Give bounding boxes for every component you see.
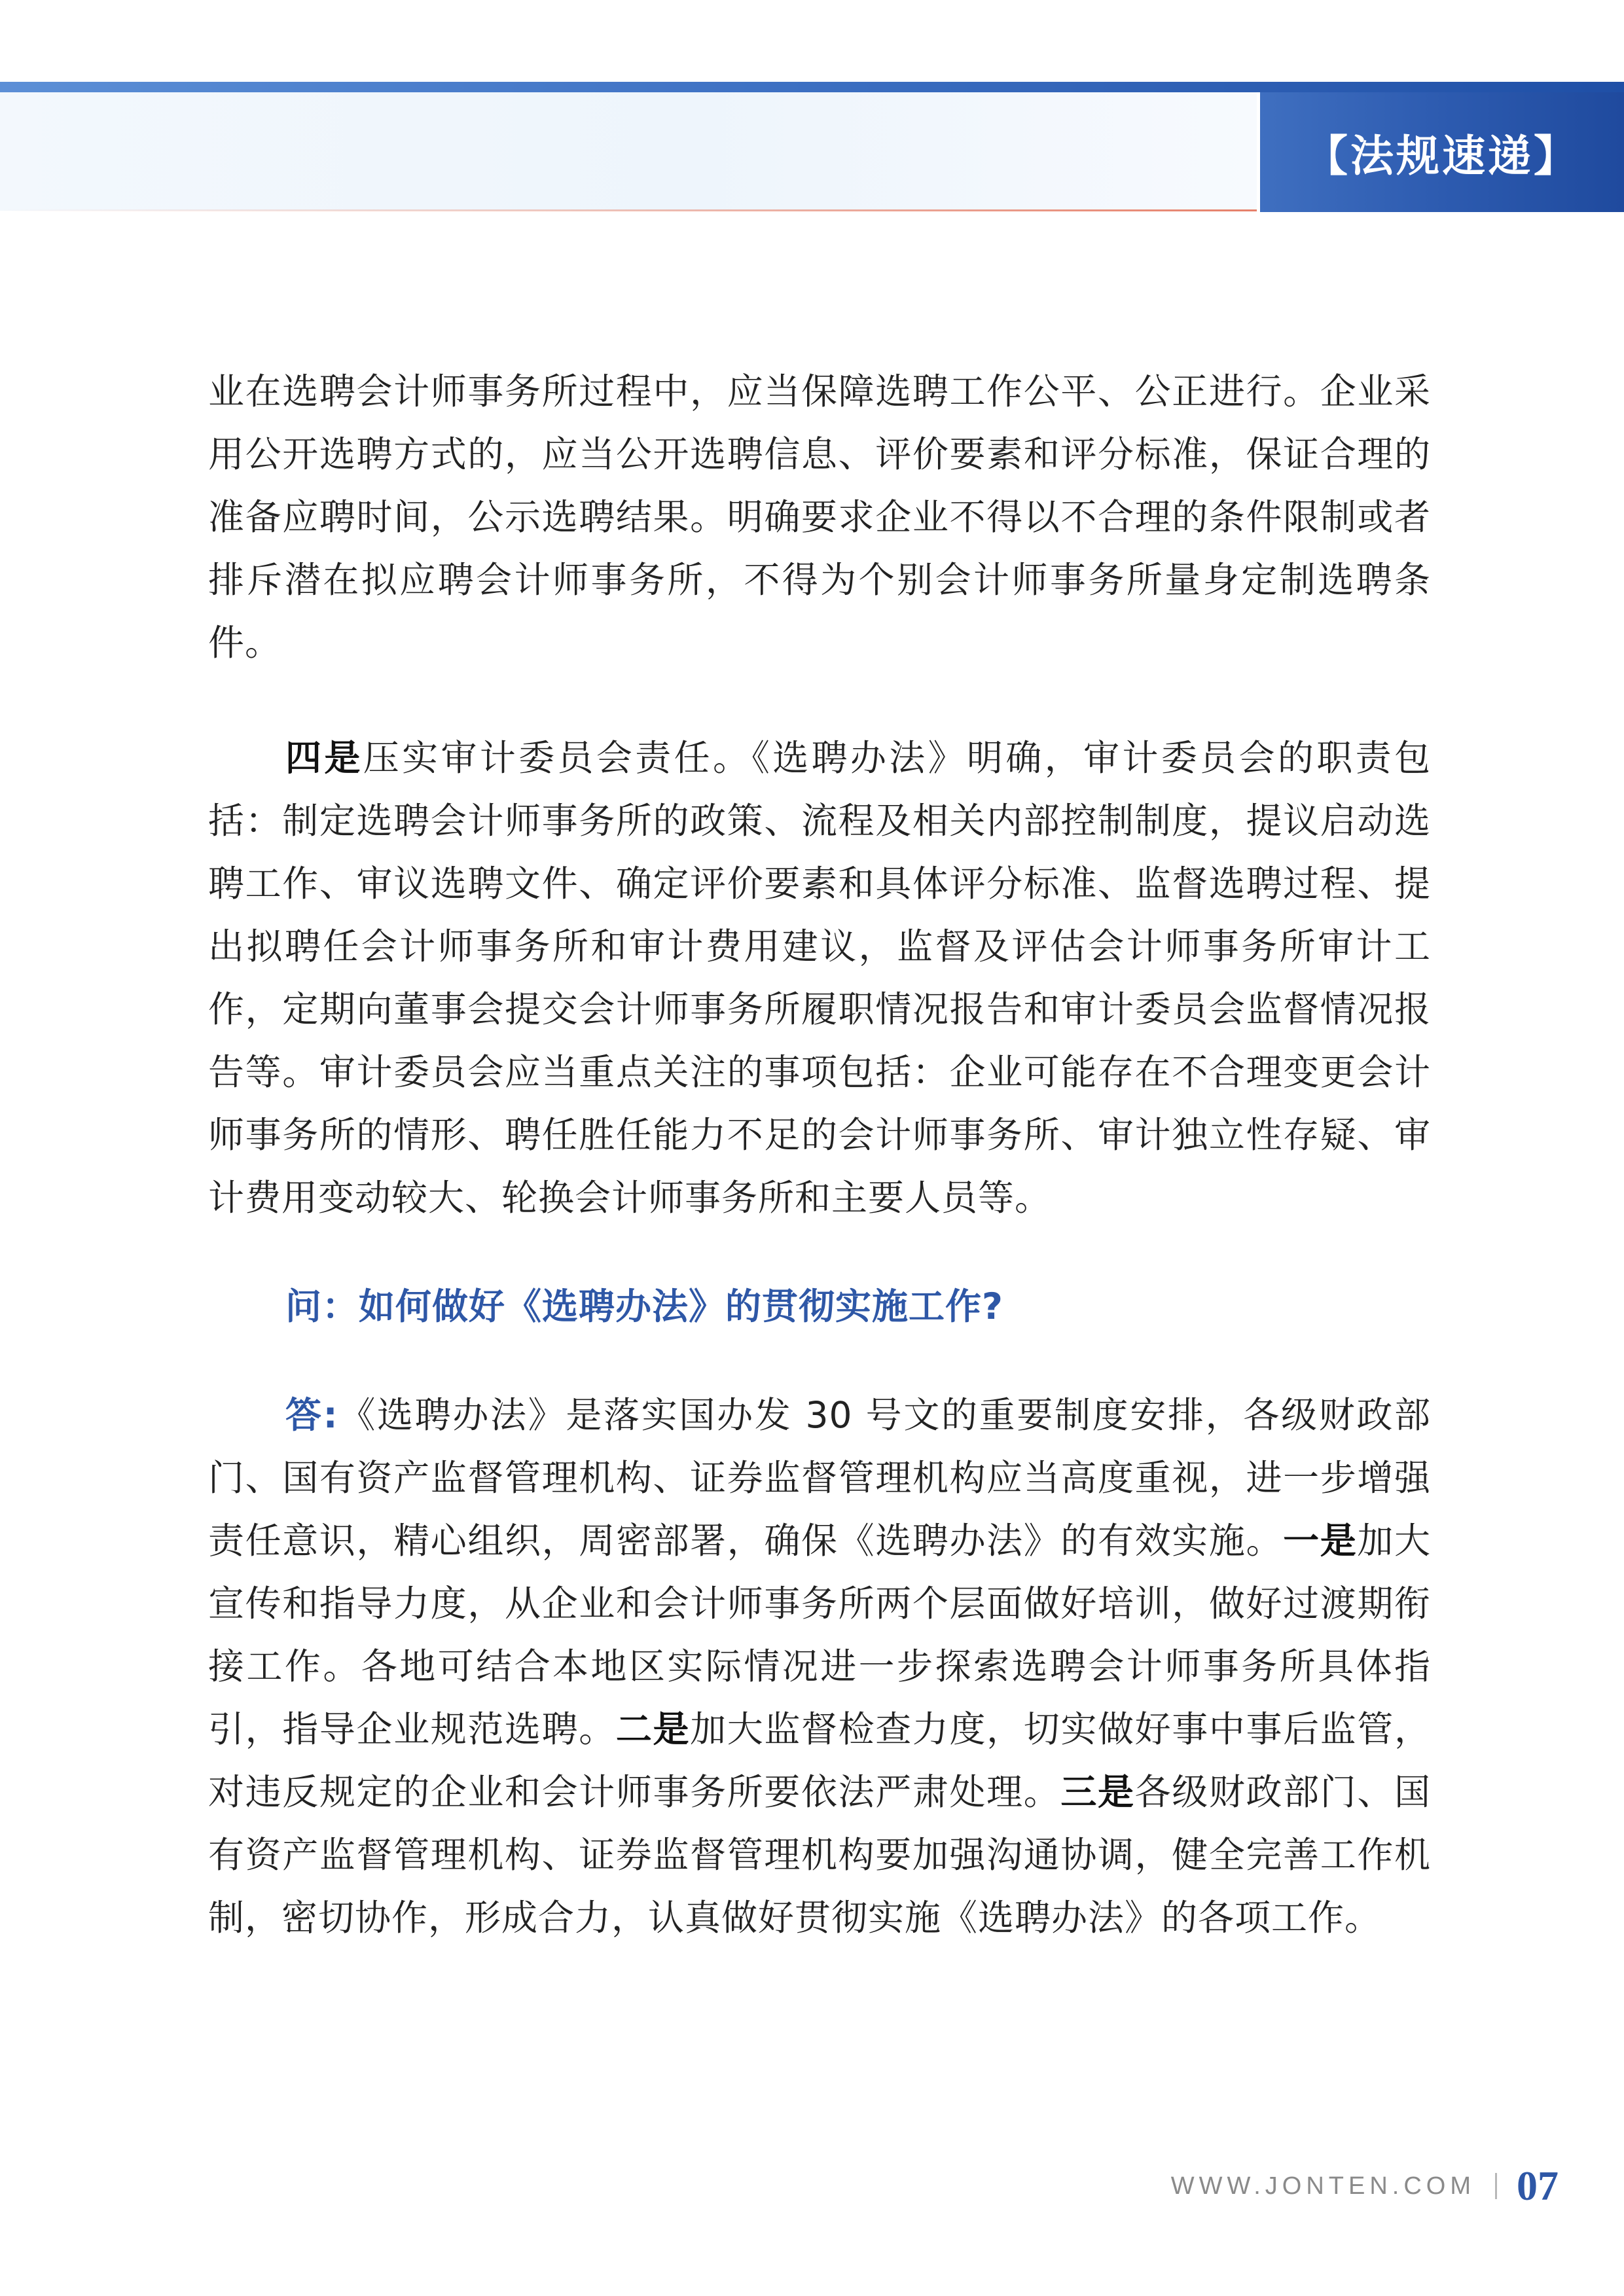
section-tag bbox=[1260, 92, 1624, 212]
answer-paragraph bbox=[208, 1384, 1431, 1949]
point-four-text: 压实审计委员会责任。《选聘办法》明确，审计委员会的职责包括：制定选聘会计师事务所的政策、流程及相关内部控制制度，提议启动选聘工作、审议选聘文件、确定评价要素和具体评分标准、监督选聘过程、提出拟聘任会计师事务所和审计费用建议，监督及评估会计师事务所审计工作，定期向董事会提交会计师事务所履职情况报告和审计委员会监督情况报告等。审计委员会应当重点关注的事项包括：企业可能存在不合理变更会计师事务所的情形、聘任胜任能力不足的会计师事务所、审计独立性存疑、审计费用变动较大、轮换会计师事务所和主要人员等。 bbox=[208, 737, 1431, 1219]
answer-label: 答: bbox=[285, 1394, 338, 1436]
paragraph-audit-committee bbox=[208, 726, 1431, 1229]
page-number: 07 bbox=[1517, 2162, 1559, 2209]
answer-text-4: 各级财政部门、国有资产监督管理机构、证券监督管理机构要加强沟通协调，健全完善工作机制，密切协作，形成合力，认真做好贯彻实施《选聘办法》的各项工作。 bbox=[208, 1771, 1431, 1939]
spacer bbox=[208, 1229, 1431, 1275]
paragraph-continuation: 业在选聘会计师事务所过程中，应当保障选聘工作公平、公正进行。企业采用公开选聘方式的，应当公开选聘信息、评价要素和评分标准，保证合理的准备应聘时间，公示选聘结果。明确要求企业不得以不合理的条件限制或者排斥潜在拟应聘会计师事务所，不得为个别会计师事务所量身定制选聘条件。 bbox=[208, 370, 1431, 664]
header-top-stripe bbox=[0, 82, 1624, 92]
answer-point-one-label: 一是 bbox=[1283, 1520, 1358, 1562]
header-accent-line bbox=[0, 209, 1257, 211]
answer-point-two-label: 二是 bbox=[615, 1708, 691, 1750]
header-banner bbox=[0, 0, 1624, 216]
spacer bbox=[208, 674, 1431, 726]
footer-divider bbox=[1495, 2173, 1497, 2199]
answer-text-1: 《选聘办法》是落实国办发 30 号文的重要制度安排，各级财政部门、国有资产监督管理机构、证券监督管理机构应当高度重视，进一步增强责任意识，精心组织，周密部署，确保《选聘办法》的有效实施。 bbox=[208, 1394, 1432, 1562]
answer-text-3: 加大监督检查力度，切实做好事中事后监管，对违反规定的企业和会计师事务所要依法严肃处理。 bbox=[208, 1708, 1431, 1813]
spacer bbox=[208, 1338, 1431, 1384]
question-heading: 问：如何做好《选聘办法》的贯彻实施工作? bbox=[285, 1285, 1003, 1327]
answer-point-three-label: 三是 bbox=[1060, 1771, 1135, 1813]
answer-text-2: 加大宣传和指导力度，从企业和会计师事务所两个层面做好培训，做好过渡期衔接工作。各地可结合本地区实际情况进一步探索选聘会计师事务所具体指引，指导企业规范选聘。 bbox=[208, 1520, 1431, 1750]
header-background bbox=[0, 92, 1257, 211]
section-title: 【法规速递】 bbox=[1305, 130, 1579, 181]
point-four-label: 四是 bbox=[285, 737, 363, 779]
page-footer bbox=[1171, 2160, 1559, 2212]
website-url: WWW.JONTEN.COM bbox=[1170, 2172, 1475, 2200]
article-body bbox=[208, 360, 1431, 1949]
